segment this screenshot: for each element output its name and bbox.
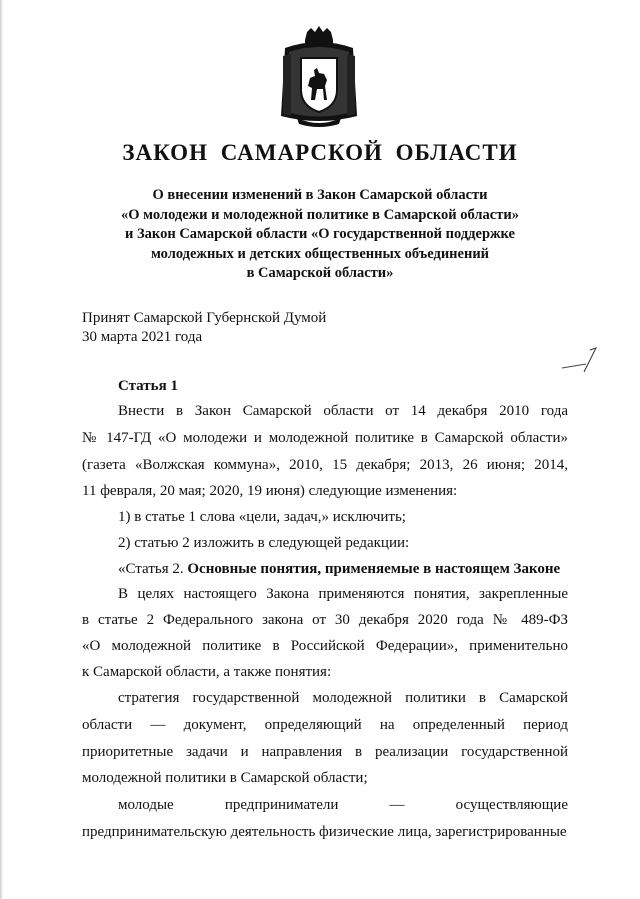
subtitle-line: «О молодежи и молодежной политике в Самарской области»: [121, 206, 519, 223]
law-title: ЗАКОН САМАРСКОЙ ОБЛАСТИ: [122, 140, 518, 165]
adoption-date: 30 марта 2021 года: [82, 329, 203, 345]
text-line: в статье 2 Федерального закона от 30 декабря 2020 года № 489-ФЗ: [82, 612, 568, 628]
text-line: приоритетные задачи и направления в реализации государственной: [82, 744, 568, 760]
list-item-1: 1) в статье 1 слова «цели, задач,» исключить;: [118, 509, 406, 525]
text-line: стратегия государственной молодежной политики в Самарской: [118, 690, 568, 706]
article-1-heading: Статья 1: [118, 378, 178, 394]
text-line: № 147-ГД «О молодежи и молодежной политике в Самарской области»: [82, 430, 568, 446]
text-line: области — документ, определяющий на определенный период: [82, 717, 568, 733]
subtitle-line: в Самарской области»: [246, 265, 394, 281]
text-line: к Самарской области, а также понятия:: [82, 664, 332, 680]
scan-edge: [0, 0, 3, 899]
coat-of-arms-emblem: [277, 26, 361, 130]
text-line: предпринимательскую деятельность физические лица, зарегистрированные: [82, 824, 567, 840]
quoted-article-title: Основные понятия, применяемые в настоящем Законе: [187, 561, 561, 577]
text-line: (газета «Волжская коммуна», 2010, 15 декабря; 2013, 26 июня; 2014,: [82, 457, 568, 473]
text-line: «О молодежной политике в Российской Федерации», применительно: [82, 638, 568, 654]
text-line: В целях настоящего Закона применяются понятия, закрепленные: [118, 586, 568, 602]
pen-mark: [560, 346, 600, 376]
adoption-info: [82, 309, 326, 347]
text-line: Внести в Закон Самарской области от 14 декабря 2010 года: [118, 403, 568, 419]
text-line: молодые предприниматели — осуществляющие: [118, 797, 568, 813]
subtitle-line: молодежных и детских общественных объединений: [150, 245, 490, 262]
text-line: молодежной политики в Самарской области;: [82, 770, 368, 786]
law-subtitle: [60, 186, 580, 284]
quoted-article-heading: [118, 560, 560, 579]
quoted-article-prefix: «Статья 2.: [118, 561, 184, 577]
subtitle-line: и Закон Самарской области «О государственной поддержке: [125, 226, 515, 242]
adoption-line: Принят Самарской Губернской Думой: [82, 310, 327, 326]
text-line: 11 февраля, 20 мая; 2020, 19 июня) следующие изменения:: [82, 483, 458, 499]
subtitle-line: О внесении изменений в Закон Самарской области: [152, 187, 488, 203]
list-item-2: 2) статью 2 изложить в следующей редакции:: [118, 535, 410, 551]
